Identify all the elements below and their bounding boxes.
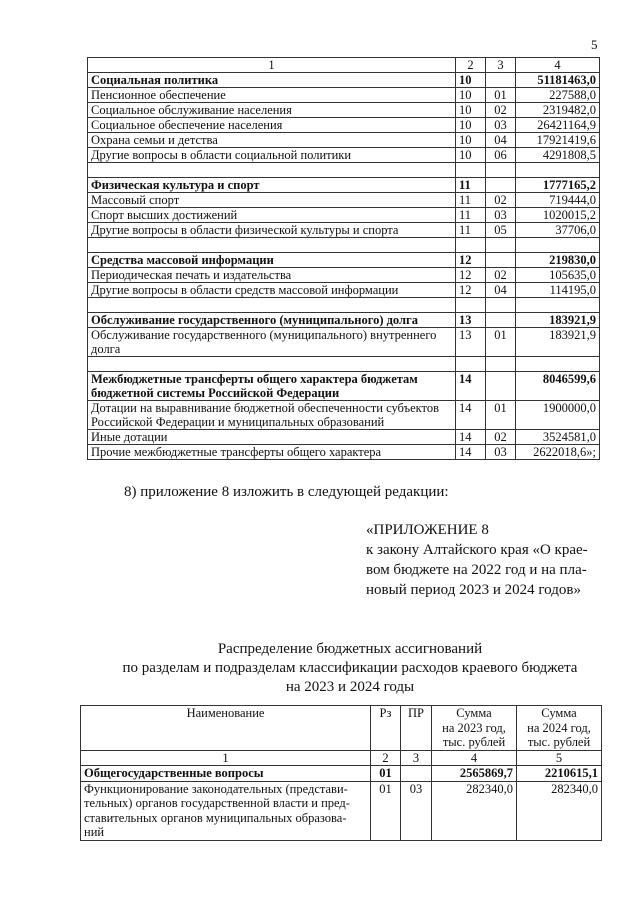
empty-cell [88, 163, 456, 178]
section-code: 10 [456, 88, 486, 103]
subsection-code: 05 [486, 223, 516, 238]
item-name: Функционирование законодательных (представи- тельных) органов государственной власти и пред- ставительных органов муниципальных образова- ний [81, 781, 371, 840]
section-code: 11 [456, 193, 486, 208]
subsection-code [486, 178, 516, 193]
amount-2023: 282340,0 [432, 781, 517, 840]
appendix-line: вом бюджете на 2022 год и на пла- [366, 562, 587, 578]
amount: 51181463,0 [516, 73, 600, 88]
appendix-line: к закону Алтайского края «О крае- [366, 542, 588, 558]
section-row [88, 253, 600, 268]
spacer-row [88, 357, 600, 372]
column-number: 4 [432, 750, 517, 766]
column-number: 1 [81, 750, 371, 766]
section-row [88, 73, 600, 88]
section-row [81, 766, 602, 782]
item-name: Периодическая печать и издательства [88, 268, 456, 283]
item-name: Дотации на выравнивание бюджетной обеспеченности субъектов Российской Федерации и муниципальных образований [88, 401, 456, 430]
section-code: 10 [456, 148, 486, 163]
empty-cell [486, 357, 516, 372]
section-code: 13 [456, 313, 486, 328]
column-number: 3 [486, 58, 516, 73]
empty-cell [88, 357, 456, 372]
column-header: Сумма на 2023 год, тыс. рублей [432, 706, 517, 751]
item-name: Другие вопросы в области средств массовой информации [88, 283, 456, 298]
section-code: 10 [456, 118, 486, 133]
amount: 8046599,6 [516, 372, 600, 401]
empty-cell [516, 357, 600, 372]
subsection-code [401, 766, 432, 782]
amount: 219830,0 [516, 253, 600, 268]
item-name: Массовый спорт [88, 193, 456, 208]
budget-allocation-table [80, 705, 602, 841]
amount: 17921419,6 [516, 133, 600, 148]
table-row [88, 193, 600, 208]
section-code: 01 [371, 781, 401, 840]
item-name: Другие вопросы в области социальной политики [88, 148, 456, 163]
section-code: 10 [456, 103, 486, 118]
subsection-code [486, 253, 516, 268]
appendix-line: «ПРИЛОЖЕНИЕ 8 [366, 522, 489, 538]
subsection-code: 03 [486, 445, 516, 460]
table-row [88, 430, 600, 445]
table-row [88, 133, 600, 148]
table-row [88, 268, 600, 283]
heading-line: на 2023 и 2024 годы [285, 679, 415, 695]
table-row [88, 208, 600, 223]
subsection-code: 01 [486, 328, 516, 357]
budget-table-continuation [87, 57, 600, 460]
appendix-line: новый период 2023 и 2024 годов» [366, 582, 581, 598]
subsection-code [486, 372, 516, 401]
amount: 1020015,2 [516, 208, 600, 223]
amount: 114195,0 [516, 283, 600, 298]
subsection-code [486, 73, 516, 88]
empty-cell [88, 238, 456, 253]
section-code: 01 [371, 766, 401, 782]
item-name: Пенсионное обеспечение [88, 88, 456, 103]
section-code: 10 [456, 73, 486, 88]
empty-cell [516, 163, 600, 178]
subsection-code: 02 [486, 103, 516, 118]
amount: 719444,0 [516, 193, 600, 208]
table-row [88, 118, 600, 133]
subsection-code: 04 [486, 283, 516, 298]
subsection-code [486, 313, 516, 328]
amount: 105635,0 [516, 268, 600, 283]
amount: 1777165,2 [516, 178, 600, 193]
spacer-row [88, 163, 600, 178]
empty-cell [516, 238, 600, 253]
section-row [88, 313, 600, 328]
amount: 1900000,0 [516, 401, 600, 430]
subsection-code: 02 [486, 268, 516, 283]
column-header: ПР [401, 706, 432, 751]
table-row [81, 781, 602, 840]
column-number: 5 [517, 750, 602, 766]
subsection-code: 06 [486, 148, 516, 163]
item-name: Социальное обслуживание населения [88, 103, 456, 118]
item-name: Межбюджетные трансферты общего характера бюджетам бюджетной системы Российской Федерации [88, 372, 456, 401]
amendment-item-8: 8) приложение 8 изложить в следующей редакции: [124, 484, 449, 500]
column-header: Наименование [81, 706, 371, 751]
table-row [88, 445, 600, 460]
spacer-row [88, 298, 600, 313]
item-name: Средства массовой информации [88, 253, 456, 268]
heading-line: по разделам и подразделам классификации расходов краевого бюджета [122, 660, 578, 676]
column-number: 1 [88, 58, 456, 73]
amount: 227588,0 [516, 88, 600, 103]
section-code: 13 [456, 328, 486, 357]
amount: 4291808,5 [516, 148, 600, 163]
table-number-row [81, 750, 602, 766]
section-code: 11 [456, 208, 486, 223]
section-code: 12 [456, 268, 486, 283]
table-row [88, 283, 600, 298]
empty-cell [516, 298, 600, 313]
table-row [88, 88, 600, 103]
column-number: 2 [456, 58, 486, 73]
empty-cell [486, 238, 516, 253]
item-name: Общегосударственные вопросы [81, 766, 371, 782]
subsection-code: 01 [486, 401, 516, 430]
table-row [88, 328, 600, 357]
amount-2024: 2210615,1 [517, 766, 602, 782]
amount-2024: 282340,0 [517, 781, 602, 840]
amount: 37706,0 [516, 223, 600, 238]
section-row [88, 372, 600, 401]
item-name: Прочие межбюджетные трансферты общего характера [88, 445, 456, 460]
subsection-code: 03 [401, 781, 432, 840]
subsection-code: 02 [486, 193, 516, 208]
item-name: Социальная политика [88, 73, 456, 88]
page-number: 5 [591, 37, 598, 52]
section-code: 14 [456, 372, 486, 401]
amount: 183921,9 [516, 313, 600, 328]
amount: 183921,9 [516, 328, 600, 357]
section-code: 10 [456, 133, 486, 148]
item-name: Охрана семьи и детства [88, 133, 456, 148]
empty-cell [456, 298, 486, 313]
item-name: Физическая культура и спорт [88, 178, 456, 193]
subsection-code: 02 [486, 430, 516, 445]
column-number: 3 [401, 750, 432, 766]
heading-line: Распределение бюджетных ассигнований [217, 641, 483, 657]
amount: 2319482,0 [516, 103, 600, 118]
column-number: 4 [516, 58, 600, 73]
section-code: 14 [456, 445, 486, 460]
section-heading [80, 640, 620, 697]
subsection-code: 01 [486, 88, 516, 103]
section-code: 11 [456, 223, 486, 238]
item-name: Иные дотации [88, 430, 456, 445]
table-row [88, 148, 600, 163]
empty-cell [456, 163, 486, 178]
table-row [88, 401, 600, 430]
subsection-code: 03 [486, 118, 516, 133]
empty-cell [456, 357, 486, 372]
section-code: 12 [456, 253, 486, 268]
item-name: Спорт высших достижений [88, 208, 456, 223]
subsection-code: 03 [486, 208, 516, 223]
section-code: 14 [456, 401, 486, 430]
section-code: 12 [456, 283, 486, 298]
item-name: Другие вопросы в области физической культуры и спорта [88, 223, 456, 238]
amount-2023: 2565869,7 [432, 766, 517, 782]
amount: 2622018,6»; [516, 445, 600, 460]
item-name: Обслуживание государственного (муниципального) долга [88, 313, 456, 328]
appendix-header [366, 520, 588, 600]
section-code: 11 [456, 178, 486, 193]
section-row [88, 178, 600, 193]
amount: 26421164,9 [516, 118, 600, 133]
table-row [88, 103, 600, 118]
spacer-row [88, 238, 600, 253]
amount: 3524581,0 [516, 430, 600, 445]
item-name: Обслуживание государственного (муниципального) внутреннего долга [88, 328, 456, 357]
column-header: Сумма на 2024 год, тыс. рублей [517, 706, 602, 751]
empty-cell [456, 238, 486, 253]
column-header: Рз [371, 706, 401, 751]
table-number-row [88, 58, 600, 73]
section-code: 14 [456, 430, 486, 445]
item-name: Социальное обеспечение населения [88, 118, 456, 133]
table-row [88, 223, 600, 238]
empty-cell [486, 298, 516, 313]
empty-cell [88, 298, 456, 313]
empty-cell [486, 163, 516, 178]
subsection-code: 04 [486, 133, 516, 148]
table-header-row [81, 706, 602, 751]
column-number: 2 [371, 750, 401, 766]
